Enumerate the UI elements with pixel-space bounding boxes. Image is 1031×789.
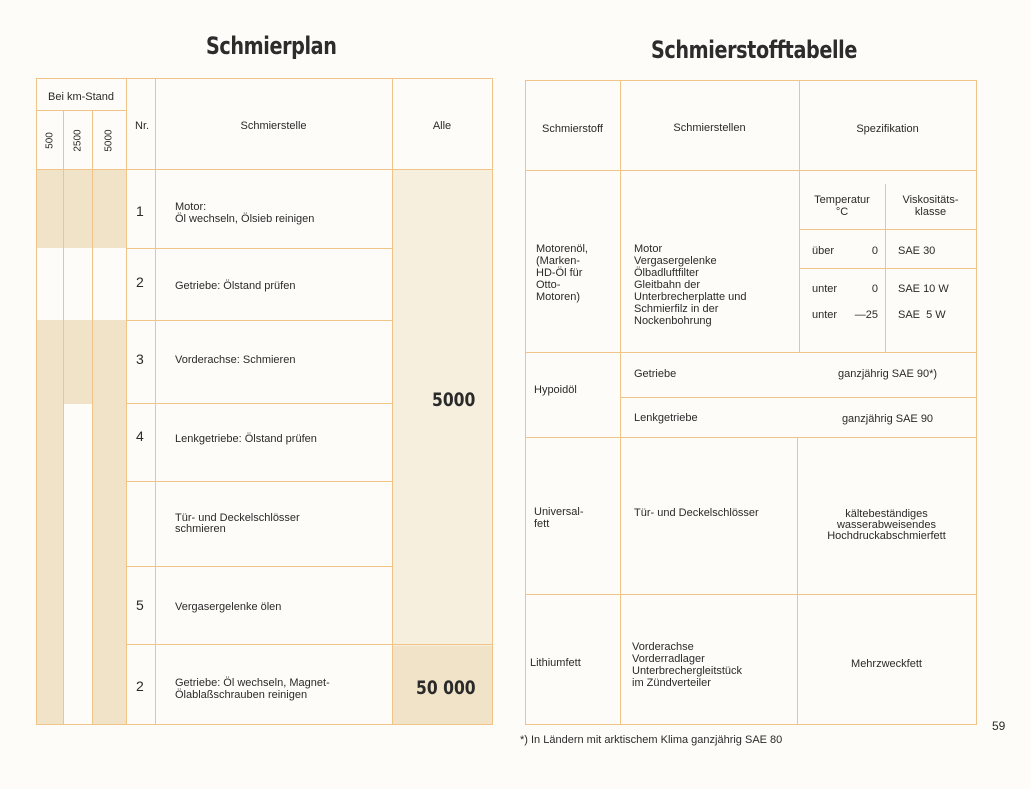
km-col-500: 500 <box>44 132 56 149</box>
hypoid-getriebe-spec: ganzjährig SAE 90*) <box>837 368 938 380</box>
schmierplan-title: Schmierplan <box>206 32 337 60</box>
row2-nr: 2 <box>136 274 144 290</box>
row5-text-line2: schmieren <box>175 523 226 535</box>
viskositaet-header: Viskositäts- <box>902 194 959 206</box>
temp2-value: 0 <box>871 283 878 295</box>
lithium-name: Lithiumfett <box>530 657 581 669</box>
spezifikation-header: Spezifikation <box>856 123 919 135</box>
row4-text: Lenkgetriebe: Ölstand prüfen <box>175 433 317 445</box>
alle-header: Alle <box>432 120 452 132</box>
temp3-value: —25 <box>854 309 878 321</box>
hypoid-lenkgetriebe-spec: ganzjährig SAE 90 <box>841 413 934 425</box>
temp1-value: 0 <box>871 245 878 257</box>
hypoid-name: Hypoidöl <box>534 384 577 396</box>
shade-row1 <box>36 170 126 248</box>
schmierstelle-header: Schmierstelle <box>240 120 307 132</box>
nr-header: Nr. <box>135 120 150 132</box>
universal-spec-line1: kältebeständiges <box>845 508 928 520</box>
row7-text-line2: Ölablaßschrauben reinigen <box>175 689 308 701</box>
temperatur-unit: °C <box>835 206 849 218</box>
temp1-sae: SAE 30 <box>898 245 936 257</box>
km-col-2500: 2500 <box>72 129 84 152</box>
km-stand-header: Bei km-Stand <box>47 91 115 103</box>
row1-text-line2: Öl wechseln, Ölsieb reinigen <box>175 213 315 225</box>
lithium-schmierstellen: Vorderachse Vorderradlager Unterbrechergleitstück im Zündverteiler <box>632 641 743 689</box>
footnote: *) In Ländern mit arktischem Klima ganzjährig SAE 80 <box>520 734 783 746</box>
universal-spec-line2: wasserabweisendes <box>836 519 937 531</box>
temp2-sae: SAE 10 W <box>898 283 949 295</box>
schmierstoff-header: Schmierstoff <box>542 123 603 135</box>
km-col-5000: 5000 <box>103 129 115 152</box>
temp3-label: unter <box>812 309 838 321</box>
shade-col5000 <box>92 404 126 724</box>
universal-name-line2: fett <box>534 518 550 530</box>
universal-spec-line3: Hochdruckabschmierfett <box>827 530 946 542</box>
row5-text-line1: Tür- und Deckelschlösser <box>175 512 300 524</box>
temp3-sae: SAE 5 W <box>898 309 946 321</box>
universal-name-line1: Universal- <box>534 506 584 518</box>
row6-nr: 5 <box>136 597 144 613</box>
motorenoel-schmierstellen: Motor Vergasergelenke Ölbadluftfilter Gleitbahn der Unterbrecherplatte und Schmierfilz in der Nockenbohrung <box>634 243 747 327</box>
temp2-label: unter <box>812 283 838 295</box>
hypoid-lenkgetriebe: Lenkgetriebe <box>634 412 698 424</box>
universal-stelle: Tür- und Deckelschlösser <box>634 507 759 519</box>
row1-nr: 1 <box>136 203 144 219</box>
alle-value-5000: 5000 <box>432 389 476 411</box>
row1-text-line1: Motor: <box>175 201 207 213</box>
row2-text: Getriebe: Ölstand prüfen <box>175 280 296 292</box>
row4-nr: 4 <box>136 428 144 444</box>
alle-value-50000: 50 000 <box>416 677 476 699</box>
row3-nr: 3 <box>136 351 144 367</box>
row3-text: Vorderachse: Schmieren <box>175 354 296 366</box>
row6-text: Vergasergelenke ölen <box>175 601 282 613</box>
schmierstellen-header: Schmierstellen <box>673 122 746 134</box>
temperatur-header: Temperatur <box>814 194 870 206</box>
temp1-label: über <box>812 245 835 257</box>
schmierstofftabelle-title: Schmierstofftabelle <box>651 36 857 64</box>
page-number: 59 <box>992 719 1006 733</box>
lithium-spec: Mehrzweckfett <box>851 658 922 670</box>
shade-row3 <box>36 320 126 404</box>
shade-col500 <box>36 404 63 724</box>
hypoid-getriebe: Getriebe <box>634 368 677 380</box>
viskositaet-header-2: klasse <box>914 206 947 218</box>
motorenoel-name: Motorenöl, (Marken- HD-Öl für Otto- Motoren) <box>536 243 588 303</box>
row7-text-line1: Getriebe: Öl wechseln, Magnet- <box>175 677 330 689</box>
row7-nr: 2 <box>136 678 144 694</box>
